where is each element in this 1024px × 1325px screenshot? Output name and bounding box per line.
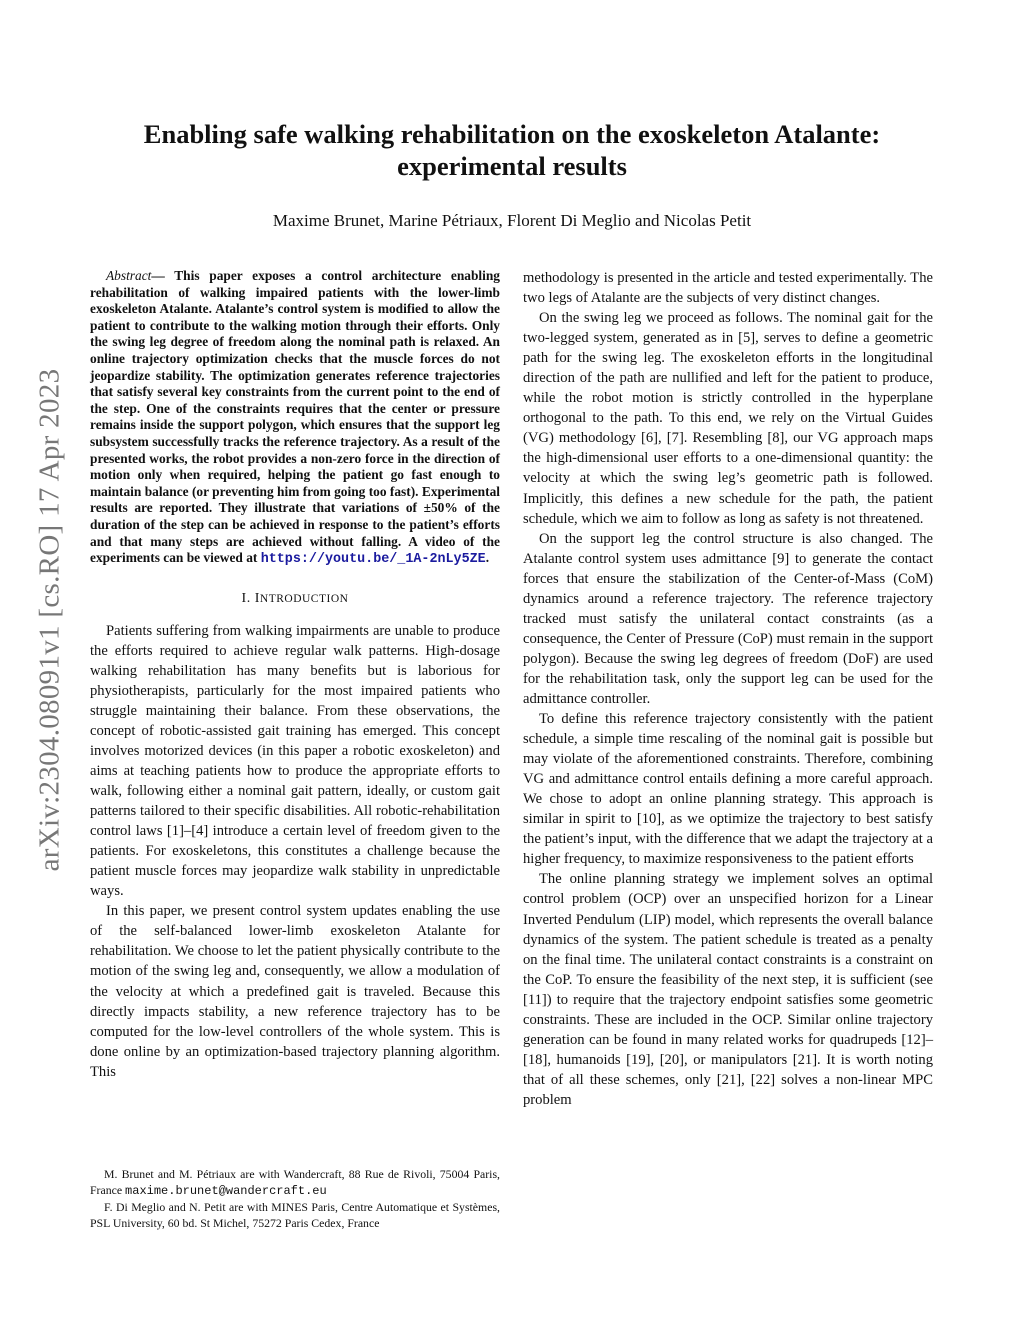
right-paragraph-5: The online planning strategy we implement solves an optimal control problem (OCP) over an unspecified horizon for a Linear Inverted Pendulum (LIP) model, which represents the overall balance dynamics of the system. The patient schedule is treated as a penalty on the final time. The unilateral contact constraints is a constraint on the CoP. To ensure the feasibility of the next step, it is sufficient (see [11]) to require that the trajectory endpoint satisfies some geometric constraints. These are included in the OCP. Similar online trajectory generation can be found in many related works for quadrupeds [12]–[18], humanoids [19], [20], or manipulators [21]. It is worth noting that of all these schemes, only [21], [22] solves a non-linear MPC problem (523, 871, 933, 1108)
abstract-end: . (485, 550, 490, 566)
section-heading-introduction (90, 591, 500, 607)
footnote-email[interactable]: maxime.brunet@wandercraft.eu (125, 1184, 327, 1198)
right-paragraph-4: To define this reference trajectory consistently with the patient schedule, a simple time rescaling of the nominal gait is possible but may violate of the aforementioned constraints. Therefore, combining VG and admittance control entails defining a more careful approach. We chose to adopt an online planning strategy. This approach is similar in spirit to [10], as we optimize the trajectory to best satisfy the patient’s input, with the difference that we adapt the trajectory at a higher frequency, to maximize responsiveness to the patient efforts (523, 711, 933, 868)
video-link[interactable]: https://youtu.be/_1A-2nLy5ZE (260, 552, 486, 568)
right-paragraph-2: On the swing leg we proceed as follows. The nominal gait for the two-legged system, generated as in [5], serves to define a geometric path for the swing leg. The exoskeleton efforts in the longitudinal direction of the path are nullified and left for the patient to produce, while the robot motion is strictly controlled in the hyperplane orthogonal to the path. To this end, we rely on the Virtual Guides (VG) methodology [6], [7]. Resembling [8], our VG approach maps the high-dimensional user efforts to a one-dimensional quantity: the velocity at which the swing leg’s geometric path is followed. Implicitly, this defines a new schedule for the path, the patient schedule, which we aim to follow as long as safety is not threatened. (523, 310, 933, 527)
arxiv-identifier: arXiv:2304.08091v1 [cs.RO] 17 Apr 2023 (33, 368, 66, 872)
section-number: I. (241, 590, 251, 606)
footnote-1-text: M. Brunet and M. Pétriaux are with Wandercraft, 88 Rue de Rivoli, 75004 Paris, France (90, 1167, 500, 1197)
right-paragraph-3: On the support leg the control structure is also changed. The Atalante control system uses admittance [9] to generate the contact forces that ensure the stabilization of the Center-of-Mass (CoM) dynamics around a reference trajectory. The reference trajectory tracked must satisfy the unilateral contact constraints (as a consequence, the Center of Pressure (CoP) must remain in the support polygon). Because the swing leg degrees of freedom (DoF) are used for the rehabilitation task, only the support leg can be used for the admittance controller. (523, 530, 933, 707)
intro-paragraph-1: Patients suffering from walking impairments are unable to produce the efforts required to achieve regular walk patterns. High-dosage walking rehabilitation has many benefits but is laborious for physiotherapists, particularly for the most impaired patients who struggle maintaining their balance. From these observations, the concept of robotic-assisted gait training has emerged. This concept involves motorized devices (in this paper a robotic exoskeleton) and aims at teaching patients how to produce the appropriate efforts to walk, following either a nominal gait pattern, ideally, or custom gait patterns tailored to their specific disabilities. All robotic-rehabilitation control laws [1]–[4] introduce a certain level of freedom given to the patients. For exoskeletons, this constitutes a challenge because the patient muscle forces may jeopardize walk stability in unpredictable ways. (90, 622, 500, 900)
abstract (90, 268, 500, 569)
footnotes (90, 1166, 500, 1231)
right-paragraph-1: methodology is presented in the article and tested experimentally. The two legs of Atalante are the subjects of very distinct changes. (523, 270, 933, 307)
intro-paragraph-2: In this paper, we present control system updates enabling the use of the self-balanced lower-limb exoskeleton Atalante for rehabilitation. We choose to let the patient physically contribute to the motion of the swing leg and, consequently, we allow a modulation of the velocity at which a predefined gait is traveled. Because this directly impacts stability, a new reference trajectory has to be computed for the low-level controllers of the whole system. This is done online by an optimization-based trajectory planning algorithm. This (90, 903, 500, 1080)
abstract-text: — This paper exposes a control architecture enabling rehabilitation of walking impaired patients with the lower-limb exoskeleton Atalante. Atalante’s control system is modified to allow the patient to contribute to the walking motion through their efforts. Only the swing leg degree of freedom along the nominal path is relaxed. An online trajectory optimization checks that the muscle forces do not jeopardize stability. The optimization generates reference trajectories that satisfy several key constraints from the current point to the end of the step. One of the constraints requires that the center or pressure remains inside the support polygon, which ensures that the support leg subsystem successfully tracks the reference trajectory. As a result of the presented works, the robot provides a non-zero force in the direction of motion only when required, helping the patient go fast enough to maintain balance (or preventing him from going too fast). Experimental results are reported. They illustrate that variations of ±50% of the duration of the step can be achieved in response to the patient’s efforts and that many steps are achieved without falling. A video of the experiments can be viewed at (90, 268, 500, 566)
paper-title: Enabling safe walking rehabilitation on the exoskeleton Atalante: experimental results (143, 119, 881, 181)
left-column (90, 268, 500, 1082)
arxiv-sidebar-stamp (30, 290, 70, 950)
section-title-initial: I (254, 590, 260, 606)
paper-authors: Maxime Brunet, Marine Pétriaux, Florent Di Meglio and Nicolas Petit (272, 211, 752, 230)
footnote-affiliation-1 (90, 1166, 500, 1199)
footnote-affiliation-2: F. Di Meglio and N. Petit are with MINES Paris, Centre Automatique et Systèmes, PSL University, 60 bd. St Michel, 75272 Paris Cedex, France (90, 1200, 500, 1230)
section-title-rest: NTRODUCTION (259, 592, 349, 605)
section-title (255, 591, 349, 606)
abstract-label: Abstract (106, 268, 152, 283)
right-column (523, 268, 933, 1110)
